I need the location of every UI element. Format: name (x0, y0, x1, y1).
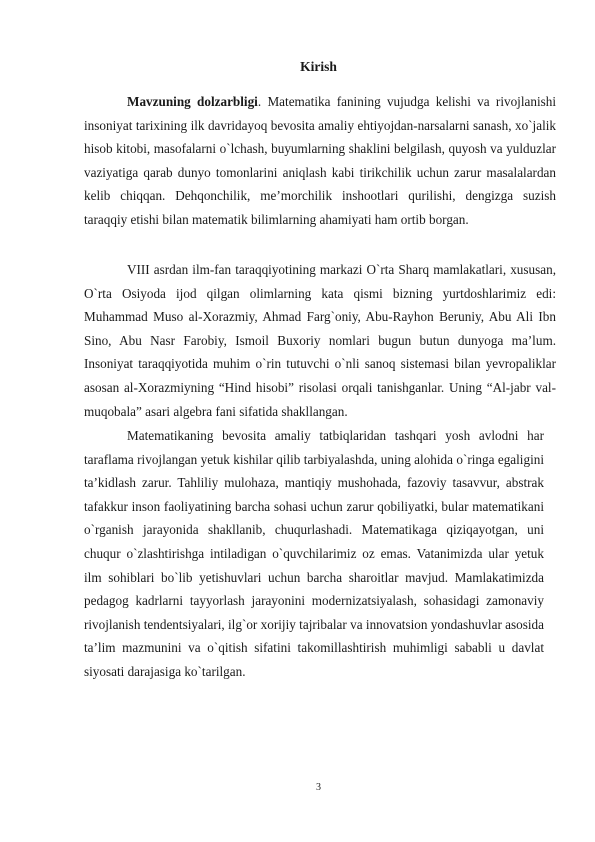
paragraph-relevance (84, 90, 556, 232)
paragraph-education: Matematikaning bevosita amaliy tatbiqlaridan tashqari yosh avlodni har taraflama rivojlangan yetuk kishilar qilib tarbiyalashda, uning alohida o`ringa egaligini ta’kidlash zarur. Tahliliy mulohaza, mantiqiy mushohada, fazoviy tasavvur, abstrak tafakkur inson faoliyatining barcha sohasi uchun zarur qobiliyatki, bular matematikani o`rganish jarayonida shakllanib, chuqurlashadi. Matematikaga qiziqayotgan, uni chuqur o`zlashtirishga intiladigan o`quvchilarimiz oz emas. Vatanimizda ular yetuk ilm sohiblari bo`lib yetishuvlari uchun barcha sharoitlar mavjud. Mamlakatimizda pedagog kadrlarni tayyorlash jarayonini modernizatsiyalash, sohasidagi zamonaviy rivojlanish tendentsiyalari, ilg`or xorijiy tajribalar va innovatsion yondashuvlar asosida ta’lim mazmunini va o`qitish sifatini takomillashtirish muhimligi sababli u davlat siyosati darajasiga ko`tarilgan. (84, 428, 544, 679)
paragraph-lead-bold: Mavzuning dolzarbligi (127, 94, 258, 109)
section-title: Kirish (300, 59, 337, 74)
paragraph-body: . Matematika fanining vujudga kelishi va rivojlanishi insoniyat tarixining ilk davridayoq bevosita amaliy ehtiyojdan-narsalarni sanash, xo`jalik hisob kitobi, masofalarni o`lchash, buyumlarning shaklini belgilash, quyosh va yulduzlar vaziyatiga qarab dunyo tomonlarini aniqlash kabi tirikchilik uchun zarur masalalardan kelib chiqqan. Dehqonchilik, me’morchilik inshootlari qurilishi, dengizga suzish taraqqiy etishi bilan matematik bilimlarning ahamiyati ham ortib borgan. (84, 94, 556, 227)
paragraph-history: VIII asrdan ilm-fan taraqqiyotining markazi O`rta Sharq mamlakatlari, xususan, O`rta Osiyoda ijod qilgan olimlarning kata qismi bizning yurtdoshlarimiz edi: Muhammad Muso al-Xorazmiy, Ahmad Farg`oniy, Abu-Rayhon Beruniy, Abu Ali Ibn Sino, Abu Nasr Farobiy, Ismoil Buxoriy nomlari bugun butun dunyoga ma’lum. Insoniyat taraqqiyotida muhim o`rin tutuvchi o`nli sanoq sistemasi bilan yevropaliklar asosan al-Xorazmiyning “Hind hisobi” risolasi orqali tanishganlar. Uning “Al-jabr val-muqobala” asari algebra fani sifatida shakllangan. (84, 262, 556, 419)
page-number: 3 (316, 782, 321, 793)
